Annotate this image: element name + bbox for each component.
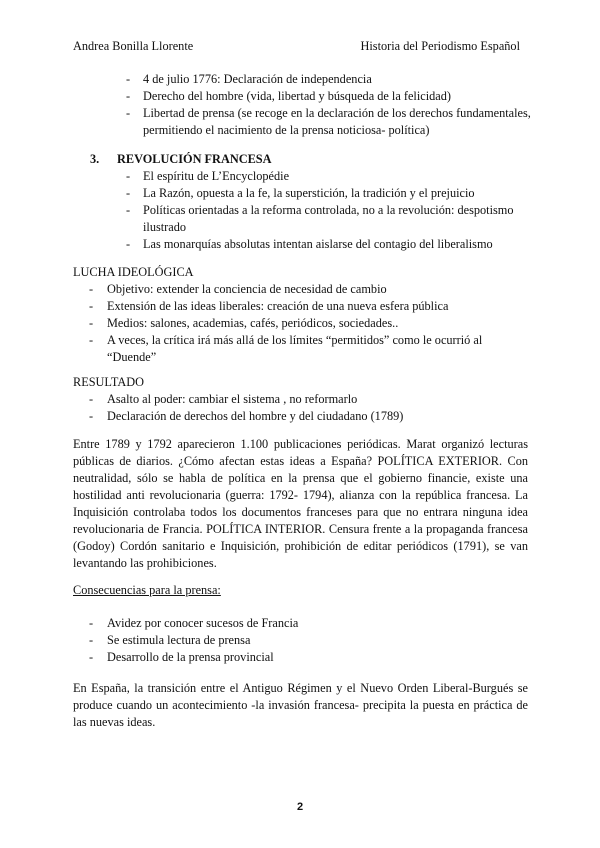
list-item: - Extensión de las ideas liberales: creación de una nueva esfera pública — [73, 298, 533, 315]
section-number: 3. — [90, 152, 100, 166]
list-item: - Desarrollo de la prensa provincial — [73, 649, 533, 666]
consecuencias-list — [73, 615, 533, 666]
list-item: - Se estimula lectura de prensa — [73, 632, 533, 649]
section-3-block — [73, 151, 533, 253]
consecuencias-heading — [73, 582, 533, 599]
page-number: 2 — [296, 801, 304, 813]
list-item: - Medios: salones, academias, cafés, periódicos, sociedades.. — [73, 315, 533, 332]
top-bullet-list — [73, 71, 533, 139]
list-item: - La Razón, opuesta a la fe, la superstición, la tradición y el prejuicio — [73, 185, 533, 202]
resultado-list — [73, 391, 533, 425]
section-3-list — [73, 168, 533, 253]
section-title: REVOLUCIÓN FRANCESA — [117, 152, 272, 166]
list-item: - Libertad de prensa (se recoge en la declaración de los derechos fundamentales, permitiendo el nacimiento de la prensa noticiosa- política) — [73, 105, 533, 139]
list-item: - 4 de julio 1776: Declaración de independencia — [73, 71, 533, 88]
top-list-block — [73, 71, 533, 139]
lucha-heading: LUCHA IDEOLÓGICA — [73, 265, 194, 279]
section-heading — [73, 151, 533, 168]
paragraph-2: En España, la transición entre el Antiguo Régimen y el Nuevo Orden Liberal-Burgués se produce cuando un acontecimiento -la invasión francesa- precipita la puesta en práctica de las nuevas ideas. — [73, 681, 528, 729]
list-item: - Avidez por conocer sucesos de Francia — [73, 615, 533, 632]
paragraph-1: Entre 1789 y 1792 aparecieron 1.100 publicaciones periódicas. Marat organizó lecturas públicas de diarios. ¿Cómo afectan estas ideas a España? POLÍTICA EXTERIOR. Con neutralidad, sólo se habla de política en la prensa que el gobierno financie, existe una hostilidad anti revolucionaria (guerra: 1792- 1794), alianza con la república francesa. La Inquisición controlaba todos los documentos franceses para que no entrara ninguna idea revolucionaria de Francia. POLÍTICA INTERIOR. Censura frente a la propaganda francesa (Godoy) Cordón sanitario e Inquisición, prohibición de editar periódicos (1791), se van levantando las prohibiciones. — [73, 437, 528, 570]
list-item: - Políticas orientadas a la reforma controlada, no a la revolución: despotismo ilustrado — [73, 202, 533, 236]
lucha-list — [73, 281, 533, 366]
page-header — [73, 38, 520, 55]
list-item: - Las monarquías absolutas intentan aislarse del contagio del liberalismo — [73, 236, 533, 253]
list-item: - Declaración de derechos del hombre y del ciudadano (1789) — [73, 408, 533, 425]
resultado-block — [73, 374, 533, 425]
list-item: - A veces, la crítica irá más allá de los límites “permitidos” como le ocurrió al “Duende” — [73, 332, 533, 366]
header-author: Andrea Bonilla Llorente — [73, 39, 194, 53]
list-item: - Asalto al poder: cambiar el sistema , no reformarlo — [73, 391, 533, 408]
list-item: - El espíritu de L’Encyclopédie — [73, 168, 533, 185]
list-item: - Objetivo: extender la conciencia de necesidad de cambio — [73, 281, 533, 298]
lucha-block — [73, 264, 533, 366]
header-course: Historia del Periodismo Español — [360, 39, 520, 53]
resultado-heading: RESULTADO — [73, 375, 144, 389]
list-item: - Derecho del hombre (vida, libertad y búsqueda de la felicidad) — [73, 88, 533, 105]
consecuencias-title: Consecuencias para la prensa: — [73, 583, 221, 597]
consecuencias-block — [73, 615, 533, 666]
